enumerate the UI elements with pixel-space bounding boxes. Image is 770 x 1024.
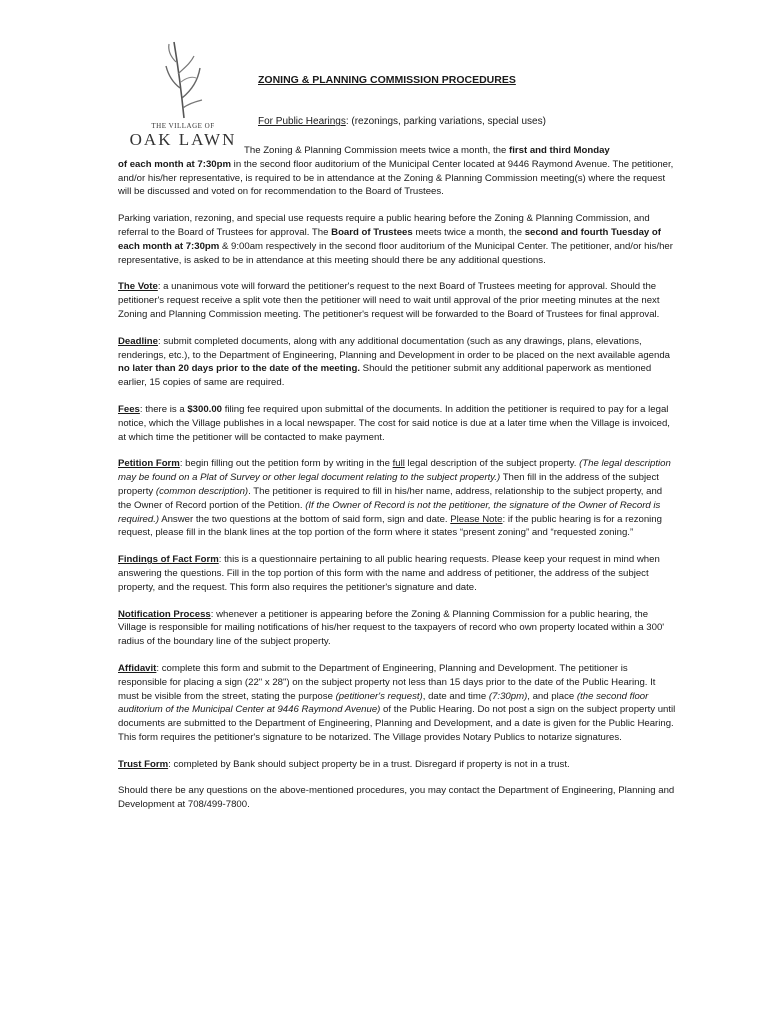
affidavit-italic-2: (7:30pm) [488,690,528,702]
logo-big-text: OAK LAWN [129,130,237,149]
p1-text-c: in the second floor auditorium of the Municipal Center located at 9446 Raymond Avenue. The petitioner, and/or his/her representative, is required to be in attendance at the Zoning & Planning Commission meeting(s) where the request will be discussed and voted on for recommendation to the Board of Trustees. [118,158,674,198]
petition-text-c: Then fill in the address of the subject property [118,472,659,497]
page-title: ZONING & PLANNING COMMISSION PROCEDURES [258,74,516,86]
petition-italic-2: (common description) [155,485,249,497]
p2-bold-a: Board of Trustees [331,226,413,238]
paragraph-petition-form [118,457,678,540]
notification-text: : whenever a petitioner is appearing before the Zoning & Planning Commission for a public hearing, the Village is responsible for mailing notifications of his/her request to the taxpayers of record who own property located within a 300' radius of the boundary line of the subject property. [118,608,665,648]
trust-text: : completed by Bank should subject property be in a trust. Disregard if property is not in a trust. [168,758,570,770]
petition-text-b: legal description of the subject property. [404,458,580,470]
paragraph-deadline [118,335,678,390]
petition-text-e: Answer the two questions at the bottom of said form, sign and date. [159,513,451,525]
deadline-text-c: Should the petitioner submit any additional paperwork as mentioned earlier, 15 copies of same are required. [118,363,652,389]
affidavit-text-c: , and place [527,690,577,702]
p1-bold-b: of each month at 7:30pm [118,158,232,170]
p2-bold-b: second and fourth Tuesday of each month at 7:30pm [118,226,661,252]
affidavit-italic-3: (the second floor auditorium of the Municipal Center at 9446 Raymond Avenue) [118,690,649,716]
fees-text-c: filing fee required upon submittal of the documents. In addition the petitioner is required to pay for a legal notice, which the Village publishes in a local newspaper. The cost for said notice is due at a later time when the Village is invoiced, at which time the petitioner will be contacted to make payment. [118,403,670,443]
petition-text-d: . The petitioner is required to fill in his/her name, address, relationship to the subject property, and the Owner of Record portion of the Petition. [118,485,663,511]
subtitle-label: For Public Hearings [258,116,346,127]
paragraph-fees [118,403,678,444]
petition-please-note: Please Note [450,513,503,525]
affidavit-text-b: , date and time [422,690,489,702]
logo-small-text: THE VILLAGE OF [151,122,215,130]
affidavit-text-d: of the Public Hearing. Do not post a sign on the subject property until documents are submitted to the Department of Engineering, Planning and Development, and a date is given for the Public Hearing. This form requires the petitioner's signature to be notarized. The Village provides Notary Publics to notarize signatures. [118,704,676,743]
fees-amount: $300.00 [187,403,223,415]
petition-text-a: : begin filling out the petition form by writing in the [179,458,393,470]
petition-underline-full: full [392,458,405,470]
findings-text: : this is a questionnaire pertaining to all public hearing requests. Please keep your request in mind when answering the questions. Fill in the top portion of this form with the name and address of petitioner, the address of the subject property, and the request. This form also requires the petitioner's signature and date. [118,554,660,593]
document-body [118,144,678,825]
paragraph-findings [118,553,678,594]
paragraph-affidavit [118,662,678,745]
affidavit-text-a: : complete this form and submit to the Department of Engineering, Planning and Development. The petitioner is responsible for placing a sign (22" x 28") on the subject property not less than 15 days prior to the date of the Public Hearing. It must be visible from the street, stating the purpose [118,662,656,702]
fees-heading: Fees [118,403,140,415]
paragraph-board [118,212,678,267]
deadline-heading: Deadline [118,335,158,347]
contact-text: Should there be any questions on the above-mentioned procedures, you may contact the Department of Engineering, Planning and Development at 708/499-7800. [118,785,675,811]
affidavit-heading: Affidavit [118,662,157,674]
affidavit-italic-1: (petitioner's request) [335,690,423,702]
p2-text-a: Parking variation, rezoning, and special use requests require a public hearing before the Zoning & Planning Commission, and referral to the Board of Trustees for approval. The [118,213,650,238]
findings-heading: Findings of Fact Form [118,554,219,566]
paragraph-meetings [118,144,678,199]
paragraph-vote [118,280,678,321]
fees-text-a: : there is a [139,403,188,415]
paragraph-trust-form [118,758,678,772]
oak-lawn-logo [118,38,248,148]
petition-text-f: : if the public hearing is for a rezoning request, please fill in the blank lines at the top portion of the form where it states “present zoning” and “requested zoning.” [118,513,662,539]
paragraph-notification [118,608,678,649]
subtitle-rest: : (rezonings, parking variations, special uses) [345,116,546,127]
p1-bold-a: first and third Monday [509,145,610,156]
petition-heading: Petition Form [118,458,180,470]
trust-heading: Trust Form [118,758,169,770]
petition-italic-3: (If the Owner of Record is not the petitioner, the signature of the Owner of Record is required.) [118,499,661,525]
vote-heading: The Vote [118,281,158,293]
wheat-stalk-icon [160,38,206,120]
p2-text-c: meets twice a month, the [412,226,525,238]
paragraph-contact [118,784,678,812]
deadline-bold: no later than 20 days prior to the date of the meeting. [118,363,361,375]
vote-text: : a unanimous vote will forward the petitioner's request to the next Board of Trustees meeting for approval. Should the petitioner's request receive a split vote then the petitioner will need to wait until approval of the prior meeting minutes at the next Zoning and Planning Commission meeting. The petitioner's request will be forwarded to the Board of Trustees for final approval. [118,281,660,320]
notification-heading: Notification Process [118,608,211,620]
subtitle [258,116,546,127]
deadline-text-a: : submit completed documents, along with any additional documentation (such as any drawings, plans, elevations, renderings, etc.), to the Department of Engineering, Planning and Development in order to be placed on the next available agenda [118,335,671,361]
p2-text-d: & 9:00am respectively in the second floor auditorium of the Municipal Center. The petitioner, and/or his/her representative, is asked to be in attendance at this meeting should there be any additional questions. [118,240,673,266]
petition-italic-1: (The legal description may be found on a Plat of Survey or other legal document relating to the subject property.) [118,458,671,484]
p1-text-a: The Zoning & Planning Commission meets twice a month, the [244,145,510,156]
